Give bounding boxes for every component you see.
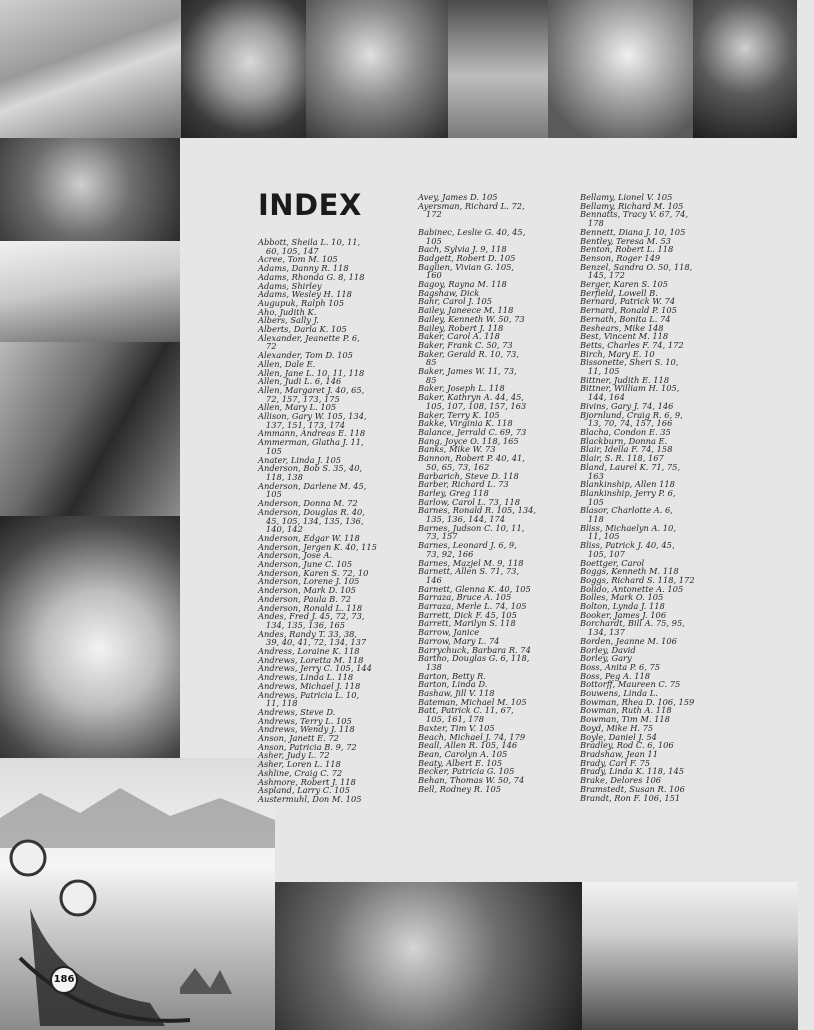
index-entry: 72, 157, 173, 175 [258, 393, 340, 404]
index-entry: Allen, Jane L. 10, 11, 118 [258, 367, 365, 378]
page-title: INDEX [258, 188, 362, 222]
index-entry: Benson, Roger 149 [580, 252, 661, 263]
index-entry: Baker, Gerald R. 10, 73, [418, 348, 519, 359]
index-entry: 105 [258, 445, 282, 456]
index-entry: 178 [580, 218, 604, 229]
index-entry: Badgett, Robert D. 105 [418, 252, 516, 263]
index-entry: 13, 70, 74, 157, 166 [580, 418, 673, 429]
index-entry: Barrychuck, Barbara R. 74 [418, 644, 531, 655]
index-entry: Anderson, Mark D. 105 [258, 585, 356, 596]
index-entry: Anderson, Jose A. [258, 550, 333, 561]
index-entry: Beach, Michael J. 74, 179 [418, 731, 526, 742]
index-entry: Baxter, Tim V. 105 [418, 722, 495, 733]
index-entry: Bland, Laurel K. 71, 75, [580, 461, 681, 472]
index-entry: 11, 105 [580, 531, 620, 542]
index-entry: Barnett, Glenna K. 40, 105 [418, 583, 531, 594]
index-entry: Bissonette, Sheri S. 10, [580, 357, 679, 368]
index-entry: Brake, Delores 106 [580, 775, 662, 786]
index-entry: Bjornlund, Craig R. 6, 9, [580, 409, 683, 420]
index-entry: Bang, Joyce O. 118, 165 [418, 435, 519, 446]
index-entry: Bellamy, Lionel V. 105 [580, 192, 673, 202]
index-entry: Alexander, Tom D. 105 [258, 350, 353, 361]
index-entry: Bowman, Rhea D. 106, 159 [580, 696, 695, 707]
index-entry: Brandt, Ron F. 106, 151 [580, 792, 681, 803]
sleeping-student-photo [0, 241, 180, 342]
index-entry: Bivins, Gary J. 74, 146 [580, 400, 674, 411]
index-entry: Allen, Mary L. 105 [258, 402, 337, 413]
index-entry: Batt, Patrick C. 11, 67, [418, 705, 514, 716]
index-entry: Bolton, Lynda J. 118 [580, 601, 665, 612]
index-entry: Bowman, Tim M. 118 [580, 714, 670, 725]
index-entry: Barrow, Mary L. 74 [418, 635, 500, 646]
index-entry: 73, 92, 166 [418, 548, 474, 559]
index-entry: Acree, Tom M. 105 [258, 254, 338, 265]
index-entry: Andes, Fred J. 45, 72, 73, [258, 611, 365, 622]
index-entry: 105 [580, 496, 604, 507]
classroom-drawing-photo [0, 0, 181, 138]
index-entry: Andress, Loraine K. 118 [258, 646, 360, 657]
index-entry: Andrews, Wendy J. 118 [258, 724, 355, 735]
index-entry: 163 [580, 470, 604, 481]
index-entry: Barbarich, Steve D. 118 [418, 470, 519, 481]
index-entry: Avey, James D. 105 [418, 192, 498, 202]
index-entry: Bahr, Carol J. 105 [418, 296, 493, 307]
index-entry: Baker, Carol A. 118 [418, 331, 500, 342]
index-entry: Bakke, Virginia K. 118 [418, 418, 513, 429]
index-column-2 [418, 193, 580, 794]
index-entry: Baker, Terry K. 105 [418, 409, 500, 420]
index-entry: Bailey, Kenneth W. 50, 73 [418, 313, 525, 324]
index-entry: Barrow, Janice [418, 627, 480, 638]
index-entry: 105, 161, 178 [418, 714, 484, 725]
index-entry: Beaty, Albert E. 105 [418, 757, 503, 768]
index-entry: Barraza, Bruce A. 105 [418, 592, 512, 603]
index-entry: Bennett, Diana J. 10, 105 [580, 226, 686, 237]
index-entry: Boyd, Mike H. 75 [580, 722, 654, 733]
index-entry: Anderson, Douglas R. 40, [258, 506, 365, 517]
index-entry: Bagoy, Rayna M. 118 [418, 279, 507, 290]
index-entry: Boss, Anita P. 6, 75 [580, 661, 661, 672]
index-entry: Alberts, Darla K. 105 [258, 324, 347, 335]
sled-mural-photo [0, 758, 275, 1030]
index-entry: Bernard, Ronald P. 105 [580, 305, 677, 316]
index-entry: Ashline, Craig C. 72 [258, 767, 343, 778]
index-entry: Andrews, Steve D. [258, 706, 336, 717]
index-entry: Albers, Sally J. [258, 315, 319, 326]
index-entry: Booker, James J. 106 [580, 609, 667, 620]
index-entry: Anson, Patricia B. 9, 72 [258, 741, 357, 752]
index-entry: Allison, Gary W. 105, 134, [258, 411, 367, 422]
index-entry: Bottorff, Maureen C. 75 [580, 679, 681, 690]
index-entry: Bernath, Bonita L. 74 [580, 313, 671, 324]
index-column-1 [258, 238, 420, 804]
index-entry: Anderson, Lorene J. 105 [258, 576, 360, 587]
index-entry: Aspland, Larry C. 105 [258, 785, 350, 796]
index-entry: Bach, Sylvia J. 9, 118 [418, 244, 507, 255]
index-entry: Barnes, Judson C. 10, 11, [418, 522, 525, 533]
index-entry: Ayersman, Richard L. 72, [418, 200, 525, 211]
boy-with-laurel-wreath-photo [181, 0, 306, 138]
index-entry: Asher, Judy L. 72 [258, 750, 330, 761]
index-entry: Barnes, Mazjel M. 9, 118 [418, 557, 524, 568]
index-entry: Bliss, Michaelyn A. 10, [580, 522, 676, 533]
index-column-3 [580, 193, 742, 802]
index-entry: Abbott, Sheila L. 10, 11, [258, 237, 361, 247]
index-entry: Asher, Loren L. 118 [258, 759, 341, 770]
index-entry: Baker, James W. 11, 73, [418, 366, 517, 377]
index-entry: Bell, Rodney R. 105 [418, 783, 502, 794]
index-entry: Barraza, Merle L. 74, 105 [418, 601, 527, 612]
index-entry: 140, 142 [258, 524, 303, 535]
index-entry: 11, 105 [580, 366, 620, 377]
index-entry: Benton, Robert L. 118 [580, 244, 674, 255]
index-entry: Balance, Jerrald C. 69, 73 [418, 426, 527, 437]
snow-sculpture-photo [582, 882, 798, 1030]
index-entry: Baker, Frank C. 50, 73 [418, 339, 513, 350]
index-entry: Bagshaw, Dick [418, 287, 480, 298]
index-entry: Bolido, Antonette A. 105 [580, 583, 684, 594]
index-entry: Anderson, June C. 105 [258, 559, 353, 570]
index-entry: Blair, Idella F. 74, 158 [580, 444, 673, 455]
index-entry: Barley, Greg 118 [418, 487, 489, 498]
index-entry: Birch, Mary E. 10 [580, 348, 655, 359]
laughing-girl-photo [548, 0, 693, 138]
index-entry: Baker, Joseph L. 118 [418, 383, 505, 394]
index-entry: Anderson, Jergen K. 40, 115 [258, 541, 377, 552]
index-entry: Anderson, Paula B. 72 [258, 593, 352, 604]
index-entry: Best, Vincent M. 118 [580, 331, 669, 342]
index-entry: Banks, Mike W. 73 [418, 444, 496, 455]
laughing-girls-photo [306, 0, 448, 138]
index-entry: Adams, Danny R. 118 [258, 263, 349, 274]
index-entry: Barrett, Marilyn S. 118 [418, 618, 516, 629]
index-entry: Barrett, Dick F. 45, 105 [418, 609, 517, 620]
index-entry: 105, 107, 108, 157, 163 [418, 400, 527, 411]
index-entry: Bean, Carolyn A. 105 [418, 749, 508, 759]
hugging-boys-photo [275, 882, 582, 1030]
index-entry: Ammerman, Glatha J. 11, [258, 437, 364, 448]
page-number: 186 [50, 966, 78, 994]
index-entry: Borley, Gary [580, 653, 632, 664]
index-entry: 105, 107 [580, 548, 625, 559]
index-entry: Blair, S. R. 118, 167 [580, 453, 664, 464]
index-entry: Barton, Betty R. [418, 670, 486, 681]
index-entry: Bernard, Patrick W. 74 [580, 296, 676, 307]
index-entry: Anderson, Darlene M. 45, [258, 480, 367, 491]
index-entry: Boggs, Richard S. 118, 172 [580, 574, 695, 585]
index-entry: 172 [418, 209, 442, 220]
index-entry: Adams, Rhonda G. 8, 118 [258, 271, 365, 282]
index-entry: Babinec, Leslie G. 40, 45, [418, 226, 526, 237]
index-entry: Andrews, Linda L. 118 [258, 672, 354, 683]
index-entry: Benzel, Sandra O. 50, 118, [580, 261, 693, 272]
index-entry: 134, 137 [580, 627, 625, 638]
teacher-at-desk-photo [0, 342, 180, 516]
index-entry: Blankinship, Jerry P. 6, [580, 487, 676, 498]
index-entry: Adams, Wesley H. 118 [258, 289, 352, 300]
index-entry: Bashaw, Jill V. 118 [418, 688, 495, 699]
index-entry: Barnes, Leonard J. 6, 9, [418, 540, 517, 551]
index-entry: Bailey, Janeece M. 118 [418, 305, 514, 316]
leapfrog-game-photo [0, 516, 180, 758]
index-entry: Beall, Allen R. 105, 146 [418, 740, 518, 751]
index-entry: Allen, Margaret J. 40, 65, [258, 384, 365, 395]
index-entry: 72 [258, 341, 277, 352]
index-entry: Bartho, Douglas G. 6, 118, [418, 653, 530, 664]
index-entry: Anson, Janett E. 72 [258, 733, 339, 744]
index-entry: Behan, Thomas W. 50, 74 [418, 775, 525, 786]
index-entry: Bateman, Michael M. 105 [418, 696, 527, 707]
index-entry: Austermuhl, Don M. 105 [258, 794, 362, 804]
index-entry: Barnett, Allen S. 71, 73, [418, 566, 520, 577]
index-entry: Boggs, Kenneth M. 118 [580, 566, 679, 577]
index-entry: 160 [418, 270, 442, 281]
index-entry: 118 [580, 514, 604, 525]
index-entry: Andrews, Patricia L. 10, [258, 689, 360, 700]
index-entry: Adams, Shirley [258, 280, 322, 291]
index-entry: Brady, Carl F. 75 [580, 757, 651, 768]
students-group-photo [448, 0, 548, 138]
index-entry: Aho, Judith K. [258, 306, 317, 317]
boy-in-suit-photo [693, 0, 797, 138]
index-entry: 39, 40, 41, 72, 134, 137 [258, 637, 367, 648]
index-entry: Anderson, Edgar W. 118 [258, 532, 360, 543]
index-entry: Allen, Dale E. [258, 358, 316, 369]
index-entry: Bellamy, Richard M. 105 [580, 200, 684, 211]
index-entry: Augupuk, Ralph 105 [258, 297, 345, 308]
index-entry: Andrews, Terry L. 105 [258, 715, 352, 726]
index-entry: Bailey, Robert J. 118 [418, 322, 504, 333]
index-entry: 134, 135, 136, 165 [258, 619, 346, 630]
index-entry: Allen, Judi L. 6, 146 [258, 376, 342, 387]
index-entry: Bannon, Robert P. 40, 41, [418, 453, 525, 464]
index-entry: 138 [418, 661, 442, 672]
index-entry: 60, 105, 147 [258, 245, 319, 256]
index-entry: Blankinship, Allen 118 [580, 479, 675, 490]
index-entry: Becker, Patricia G. 105 [418, 766, 515, 777]
index-entry: Betts, Charles F. 74, 172 [580, 339, 684, 350]
index-entry: 11, 118 [258, 698, 298, 709]
smiling-girl-photo [0, 138, 180, 241]
index-entry: Beshears, Mike 148 [580, 322, 664, 333]
index-entry: Bramstedt, Susan R. 106 [580, 783, 685, 794]
index-entry: Baker, Kathryn A. 44, 45, [418, 392, 525, 403]
index-entry: Brady, Linda K. 118, 145 [580, 766, 685, 777]
index-entry: 146 [418, 574, 442, 585]
index-entry: Bentley, Teresa M. 53 [580, 235, 671, 246]
index-entry: Boettger, Carol [580, 557, 645, 568]
index-entry: Andes, Randy T. 33, 38, [258, 628, 358, 639]
sled-mural-drawing [0, 758, 275, 1030]
index-entry: Boyle, Daniel J. 54 [580, 731, 657, 742]
index-entry: Andrews, Loretta M. 118 [258, 654, 364, 665]
index-entry: Anater, Linda J. 105 [258, 454, 342, 465]
index-entry: Anderson, Ronald L. 118 [258, 602, 363, 613]
index-entry: 118, 138 [258, 471, 303, 482]
index-entry: Bowman, Ruth A. 118 [580, 705, 672, 716]
index-entry: Borden, Jeanne M. 106 [580, 635, 677, 646]
index-entry: 144, 164 [580, 392, 625, 403]
index-entry: Anderson, Karen S. 72, 10 [258, 567, 369, 578]
index-entry: 50, 65, 73, 162 [418, 461, 490, 472]
index-entry: Ashmore, Robert J. 118 [258, 776, 356, 787]
index-entry: Andrews, Michael J. 118 [258, 680, 361, 691]
index-entry: Bradshaw, Jean 11 [580, 749, 658, 759]
index-entry: Blasor, Charlotte A. 6, [580, 505, 673, 516]
index-entry: Baglien, Vivian G. 105, [418, 261, 515, 272]
index-entry: 105 [418, 235, 442, 246]
index-entry: Ammann, Andreas E. 118 [258, 428, 366, 439]
index-entry: Barlow, Carol L. 73, 118 [418, 496, 521, 507]
index-entry: Barber, Richard L. 73 [418, 479, 509, 490]
index-entry: Bouwens, Linda L. [580, 688, 658, 699]
index-entry: 137, 151, 173, 174 [258, 419, 346, 430]
index-entry: Boss, Peg A. 118 [580, 670, 651, 681]
index-entry: Bliss, Patrick J. 40, 45, [580, 540, 675, 551]
index-entry: 105 [258, 489, 282, 500]
index-entry: Berger, Karen S. 105 [580, 279, 669, 290]
index-entry: Barton, Linda D. [418, 679, 488, 690]
index-entry: Blacha, Condon E. 35 [580, 426, 671, 437]
index-entry: 73, 157 [418, 531, 458, 542]
index-entry: Bennatts, Tracy V. 67, 74, [580, 209, 689, 220]
index-entry: 85 [418, 357, 437, 368]
index-entry: Berfield, Lowell B. [580, 287, 658, 298]
index-entry: Andrews, Jerry C. 105, 144 [258, 663, 372, 674]
index-entry: Bradley, Rod C. 6, 106 [580, 740, 674, 751]
index-entry: 135, 136, 144, 174 [418, 514, 506, 525]
index-entry: 145, 172 [580, 270, 625, 281]
index-entry: Blackburn, Donna E. [580, 435, 668, 446]
index-entry: Bolles, Mark O. 105 [580, 592, 664, 603]
index-entry: Borley, David [580, 644, 636, 655]
index-entry: Anderson, Donna M. 72 [258, 498, 358, 509]
index-entry: Barnes, Ronald R. 105, 134, [418, 505, 537, 516]
index-entry: Bittner, William H. 105, [580, 383, 680, 394]
index-entry: Anderson, Bob S. 35, 40, [258, 463, 363, 474]
index-entry: 45, 105, 134, 135, 136, [258, 515, 364, 526]
index-entry: Alexander, Jeanette P. 6, [258, 332, 360, 343]
index-entry: Borchardt, Bill A. 75, 95, [580, 618, 685, 629]
index-entry: 85 [418, 374, 437, 385]
index-entry: Bittner, Judith E. 118 [580, 374, 670, 385]
